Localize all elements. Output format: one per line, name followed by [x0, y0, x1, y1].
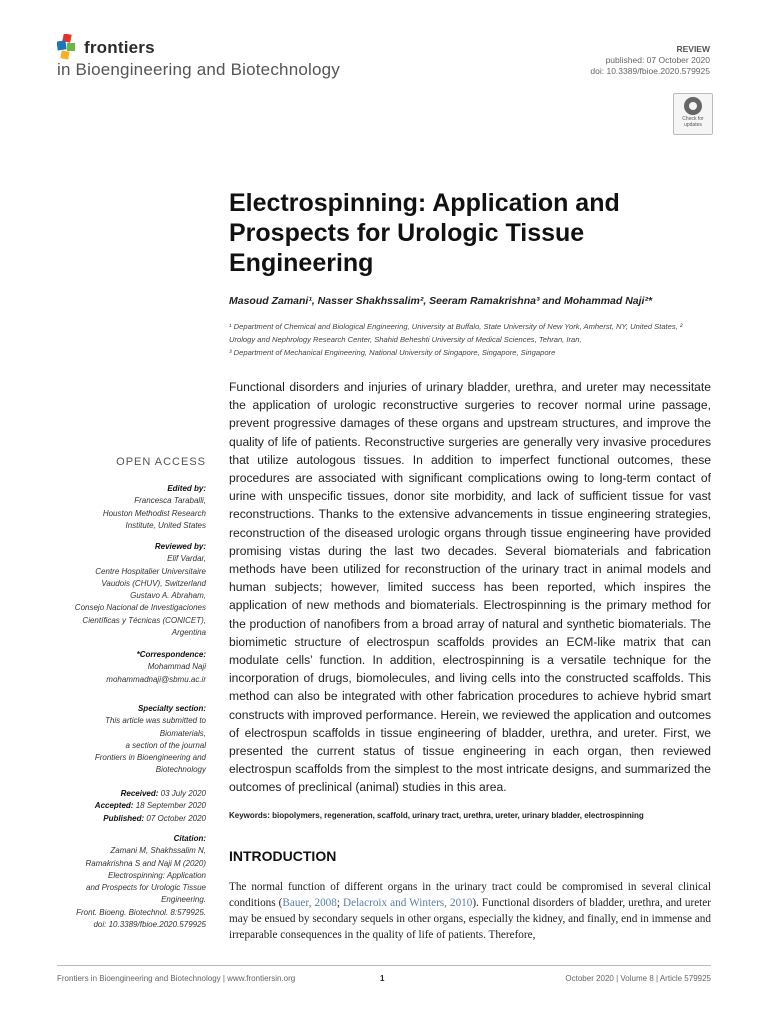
abstract: Functional disorders and injuries of urinary bladder, urethra, and ureter may necessitate the application of urologic reconstructive surgeries to recover normal urine passage, prevent progressive damages of these organs and upstream structures, and improve the quality of life of patients. Reconstructive surgeries are generally very invasive procedures that utilize autologous tissues. In addition to imperfect functional outcomes, these procedures are associated with significant complications owing to long-term contact of urine with unspecific tissues, donor site morbidity, and lack of sufficient tissue for vast reconstructions. Thanks to the extensive advancements in tissue engineering strategies, reconstruction of the diseased urologic organs through tissue engineering have provided promising vistas during the last two decades. Several biomaterials and fabrication methods have been utilized for reconstruction of the urinary tract in animal models and human subjects; however, limited success has been reported, which inspires the application of new methods and biomaterials. Electrospinning is the primary method for the production of nanofibers from a broad array of natural and synthetic biomaterials. The biomimetic structure of electrospun scaffolds provides an ECM-like matrix that can modulate cells’ function. In addition, electrospinning is a versatile technique for the incorporation of drugs, biomolecules, and living cells into the constructed scaffolds. This method can also be integrated with other fabrication procedures to achieve hybrid smart constructs with improved performance. Herein, we reviewed the application and outcomes of electrospun scaffolds in tissue engineering of bladder, urethra, and ureter. First, we presented the current status of tissue engineering in each organ, then reviewed electrospun scaffolds from the simplest to the most intricate designs, and summarized the outcomes of preclinical (animal) studies in this area. [229, 380, 711, 795]
specialty-label: Specialty section: [137, 704, 206, 713]
keywords-label: Keywords: [229, 811, 270, 820]
published-date-side: 07 October 2020 [146, 813, 206, 823]
frontiers-logo-icon [57, 34, 81, 60]
citation-line: Ramakrishna S and Naji M (2020) [85, 858, 206, 868]
footer-divider [57, 965, 711, 966]
editor-line: Institute, United States [125, 520, 206, 530]
check-for-updates-button[interactable] [673, 93, 713, 135]
received-date: 03 July 2020 [160, 789, 206, 798]
keywords [229, 811, 711, 820]
specialty-line: Frontiers in Bioengineering and [94, 753, 206, 763]
citation-link[interactable]: Delacroix and Winters, 2010 [343, 897, 473, 909]
article-type: REVIEW [676, 44, 710, 54]
article-title: Electrospinning: Application and Prospects for Urologic Tissue Engineering [229, 189, 620, 277]
author-list[interactable]: Masoud Zamani¹, Nasser Shakhssalim², Seeram Ramakrishna³ and Mohammad Naji²* [229, 295, 653, 307]
citation-line: Electrospinning: Application [108, 870, 206, 880]
citation-line: Engineering. [161, 895, 206, 905]
reviewer-line[interactable]: Gustavo A. Abraham, [130, 591, 206, 601]
received-label: Received: [120, 789, 159, 798]
introduction-paragraph [229, 879, 711, 943]
section-heading-introduction: INTRODUCTION [229, 848, 337, 864]
reviewed-by-section [20, 541, 206, 639]
reviewer-line: Científicas y Técnicas (CONICET), [82, 615, 206, 625]
correspondence-email[interactable]: mohammadnaji@sbmu.ac.ir [106, 674, 206, 684]
reviewer-line: Centre Hospitalier Universitaire [95, 566, 206, 576]
correspondence-name: Mohammad Naji [147, 662, 206, 672]
affiliations [229, 320, 709, 359]
specialty-section [20, 703, 206, 777]
reviewer-line: Vaudois (CHUV), Switzerland [101, 578, 206, 588]
editor-line: Houston Methodist Research [102, 508, 206, 518]
intro-text: The normal function of different organs in the urinary tract could be compromised in several clinical conditions ( [229, 881, 711, 909]
reviewer-line: Consejo Nacional de Investigaciones [74, 603, 206, 613]
page-number: 1 [380, 974, 385, 983]
correspondence-section [20, 649, 206, 686]
accepted-date: 18 September 2020 [135, 801, 206, 811]
citation-line: Zamani M, Shakhssalim N, [110, 846, 206, 856]
journal-name: in Bioengineering and Biotechnology [57, 60, 340, 79]
reviewed-by-label: Reviewed by: [154, 542, 206, 551]
footer-issue: October 2020 | Volume 8 | Article 579925 [565, 974, 711, 983]
intro-text: ). Functional disorders of bladder, urethra, and ureter may be ensued by secondary sequels in other organs, especially the kidney, and finally, end in immense and irreparable consequences in the quality of life of patients. Therefore, [229, 897, 711, 941]
reviewer-line: Argentina [171, 628, 206, 638]
citation-doi[interactable]: doi: 10.3389/fbioe.2020.579925 [93, 920, 206, 930]
edited-by-label: Edited by: [167, 484, 206, 493]
dates-section [20, 788, 206, 825]
citation-label: Citation: [173, 834, 206, 843]
edited-by-section [20, 483, 206, 532]
footer-journal[interactable]: Frontiers in Bioengineering and Biotechnology | www.frontiersin.org [57, 974, 296, 983]
affiliation-2: ³ Department of Mechanical Engineering, National University of Singapore, Singapore, Singapore [229, 348, 556, 357]
citation-line: Front. Bioeng. Biotechnol. 8:579925. [76, 907, 206, 917]
specialty-line: Biomaterials, [159, 728, 206, 738]
keywords-list: biopolymers, regeneration, scaffold, urinary tract, urethra, ureter, urinary bladder, electrospinning [272, 811, 644, 820]
accepted-label: Accepted: [94, 801, 134, 811]
article-meta [590, 44, 710, 77]
affiliation-1: ¹ Department of Chemical and Biological Engineering, University at Buffalo, State University of New York, Amherst, NY, United States, ² Urology and Nephrology Research Center, Shahid Beheshti University of Medical Sciences, Tehran, Iran, [229, 322, 683, 344]
doi[interactable]: doi: 10.3389/fbioe.2020.579925 [590, 66, 710, 76]
check-updates-icon [684, 97, 702, 115]
published-label: Published: [103, 813, 145, 823]
specialty-line: This article was submitted to [105, 716, 206, 726]
citation-line: and Prospects for Urologic Tissue [86, 883, 206, 893]
citation-link[interactable]: Bauer, 2008 [282, 897, 337, 909]
open-access-label: OPEN ACCESS [116, 456, 206, 468]
check-updates-label-1: Check for [682, 116, 704, 122]
journal-brand: frontiers [84, 38, 155, 57]
specialty-line: Biotechnology [155, 765, 206, 775]
correspondence-label: *Correspondence: [136, 650, 206, 659]
specialty-line: a section of the journal [125, 740, 206, 750]
reviewer-line[interactable]: Elif Vardar, [167, 554, 206, 564]
published-date: published: 07 October 2020 [605, 55, 710, 65]
citation-section [20, 833, 206, 931]
intro-text: ; [336, 897, 344, 909]
check-updates-label-2: updates [684, 122, 702, 128]
editor-line[interactable]: Francesca Taraballi, [134, 496, 206, 506]
